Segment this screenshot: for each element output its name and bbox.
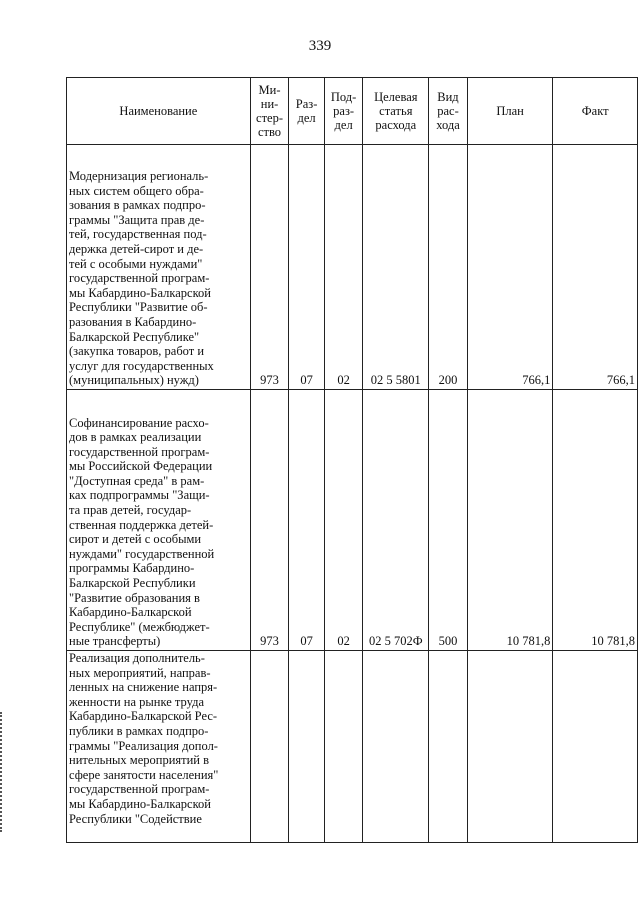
table-row [67,145,638,390]
row-fact: 10 781,8 [553,390,638,651]
row-name: Модернизация региональ- ных систем общего обра- зования в рамках подпро- граммы "Защита прав де- тей, государственная под- держка детей-сирот и де- тей с особыми нуждами" государственной програм- мы Кабардино-Балкарской Республики "Развитие об- разования в Кабардино- Балкарской Республике" (закупка товаров, работ и услуг для государственных (муниципальных) нужд) [67,145,251,390]
row-expense-type: 200 [429,145,468,390]
header-plan: План [467,78,553,145]
header-subsection: Под- раз- дел [324,78,363,145]
scan-margin-mark [0,712,6,832]
header-target-item: Целевая статья расхода [363,78,429,145]
row-ministry [250,651,289,843]
header-expense-type: Вид рас- хода [429,78,468,145]
row-plan [467,651,553,843]
row-target-item: 02 5 5801 [363,145,429,390]
header-fact: Факт [553,78,638,145]
row-ministry: 973 [250,390,289,651]
page-number: 339 [308,38,332,54]
row-target-item: 02 5 702Ф [363,390,429,651]
header-section: Раз- дел [289,78,324,145]
row-subsection: 02 [324,390,363,651]
row-section [289,651,324,843]
row-fact [553,651,638,843]
table-row [67,651,638,843]
header-name: Наименование [67,78,251,145]
row-subsection [324,651,363,843]
row-subsection: 02 [324,145,363,390]
row-name: Софинансирование расхо- дов в рамках реализации государственной програм- мы Российской Федерации "Доступная среда" в рам- ках подпрограммы "Защи- та прав детей, государ- ственная поддержка детей- сирот и детей с особыми нуждами" государственной программы Кабардино- Балкарской Республики "Развитие образования в Кабардино-Балкарской Республике" (межбюджет- ные трансферты) [67,390,251,651]
row-plan: 766,1 [467,145,553,390]
row-section: 07 [289,145,324,390]
header-ministry: Ми- ни- стер- ство [250,78,289,145]
table-row [67,390,638,651]
row-fact: 766,1 [553,145,638,390]
row-expense-type: 500 [429,390,468,651]
row-section: 07 [289,390,324,651]
row-ministry: 973 [250,145,289,390]
table-header-row [67,78,638,145]
row-plan: 10 781,8 [467,390,553,651]
row-expense-type [429,651,468,843]
row-name: Реализация дополнитель- ных мероприятий, направ- ленных на снижение напря- женности на рынке труда Кабардино-Балкарской Рес- публики в рамках подпро- граммы "Реализация допол- нительных мероприятий в сфере занятости населения" государственной програм- мы Кабардино-Балкарской Республики "Содействие [67,651,251,843]
budget-table [66,77,638,843]
row-target-item [363,651,429,843]
